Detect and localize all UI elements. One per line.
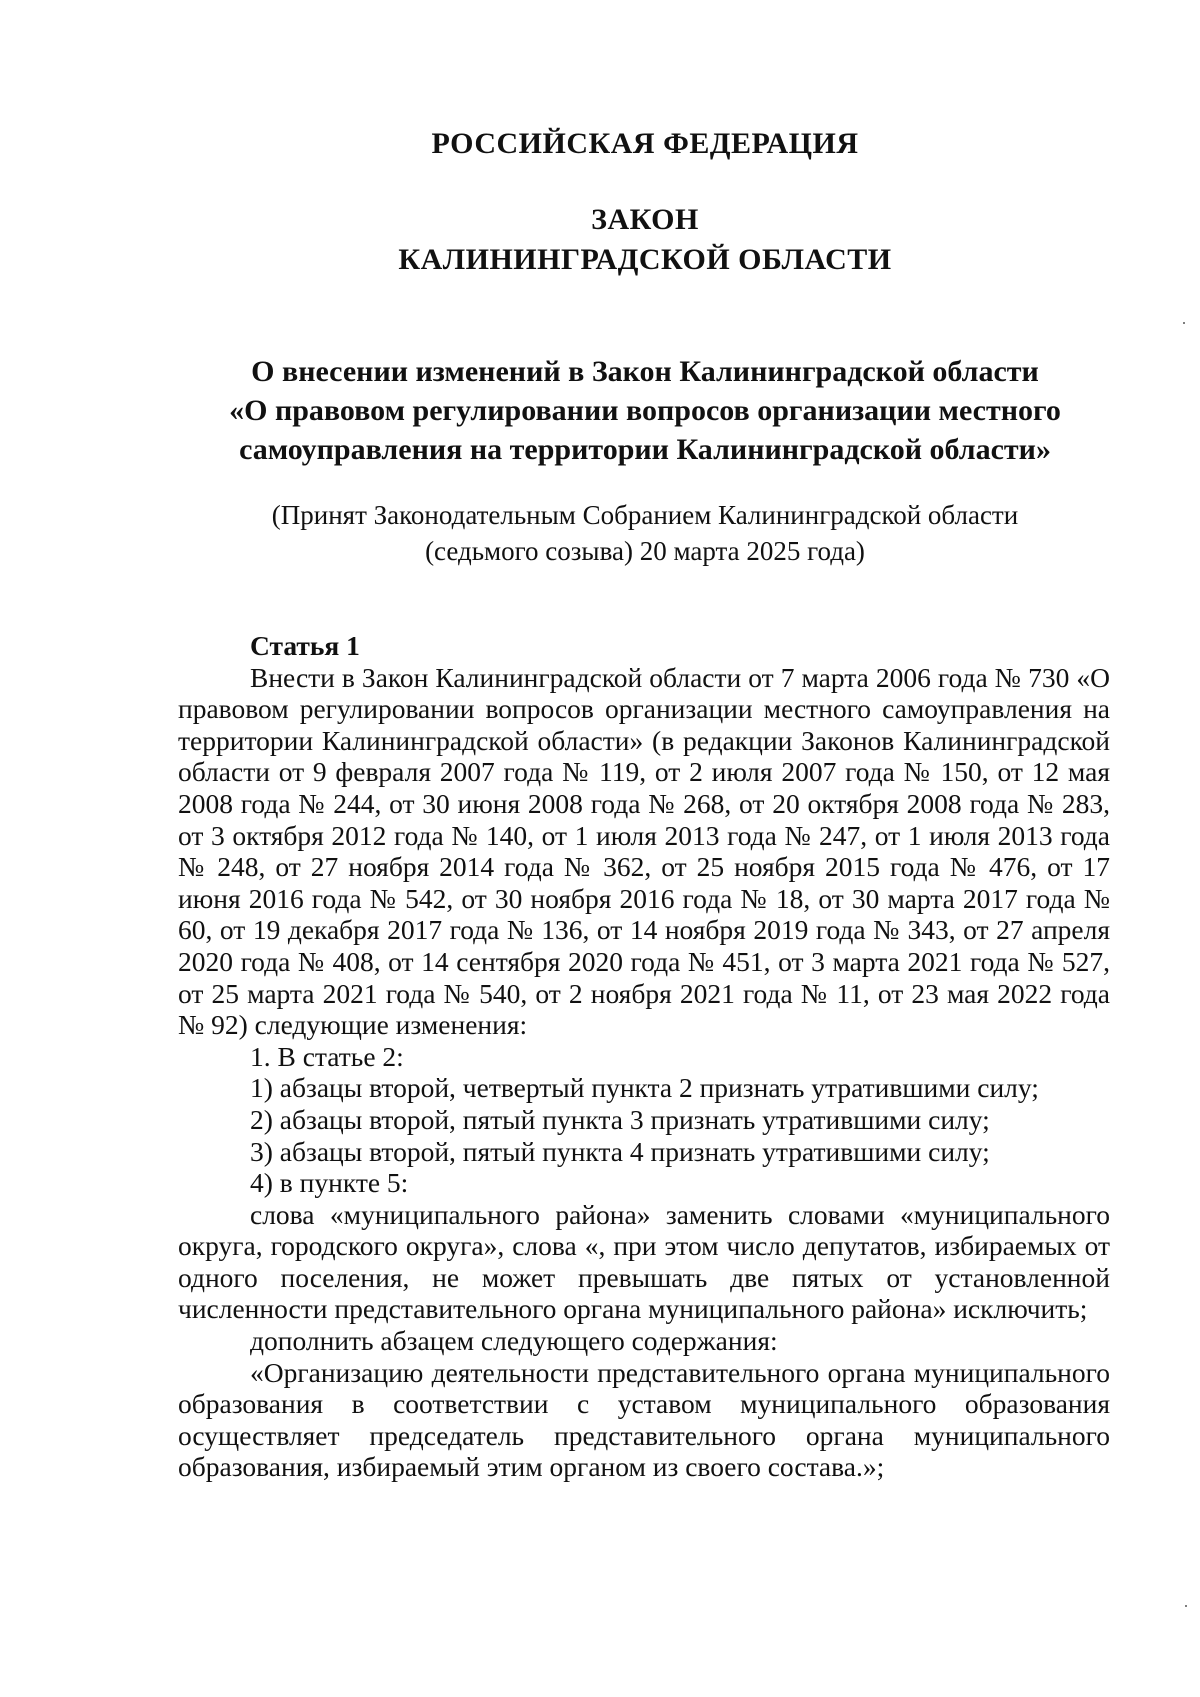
law-heading-line1: ЗАКОН xyxy=(591,203,699,236)
adoption-note xyxy=(175,497,1115,569)
subitem-2: 2) абзацы второй, пятый пункта 3 признать утратившими силу; xyxy=(250,1103,990,1135)
law-title xyxy=(175,352,1115,469)
scan-speck xyxy=(1185,1605,1187,1607)
adoption-note-line1: (Принят Законодательным Собранием Калининградской области xyxy=(271,500,1019,530)
law-heading-line2: КАЛИНИНГРАДСКОЙ ОБЛАСТИ xyxy=(398,243,892,276)
law-title-line1: О внесении изменений в Закон Калининградской области xyxy=(251,355,1039,388)
law-heading xyxy=(175,200,1115,280)
subitem-4: 4) в пункте 5: xyxy=(250,1167,409,1199)
item-1: 1. В статье 2: xyxy=(250,1040,404,1072)
adoption-note-line2: (седьмого созыва) 20 марта 2025 года) xyxy=(425,536,865,566)
article-intro-paragraph: Внести в Закон Калининградской области от 7 марта 2006 года № 730 «О правовом регулировании вопросов организации местного самоуправления на территории Калининградской области» (в редакции Законов Калининградской области от 9 февраля 2007 года № 119, от 2 июля 2007 года № 150, от 12 мая 2008 года № 244, от 30 июня 2008 года № 268, от 20 октября 2008 года № 283, от 3 октября 2012 года № 140, от 1 июля 2013 года № 247, от 1 июля 2013 года № 248, от 27 ноября 2014 года № 362, от 25 ноября 2015 года № 476, от 17 июня 2016 года № 542, от 30 ноября 2016 года № 18, от 30 марта 2017 года № 60, от 19 декабря 2017 года № 136, от 14 ноября 2019 года № 343, от 27 апреля 2020 года № 408, от 14 сентября 2020 года № 451, от 3 марта 2021 года № 527, от 25 марта 2021 года № 540, от 2 ноября 2021 года № 11, от 23 мая 2022 года № 92) следующие изменения: xyxy=(178,661,1110,1041)
country-heading xyxy=(175,124,1115,164)
law-title-line2: «О правовом регулировании вопросов организации местного xyxy=(229,394,1061,427)
supplement-text-paragraph: «Организацию деятельности представительного органа муниципального образования в соответствии с уставом муниципального образования осуществляет председатель представительного органа муниципального образования, избираемый этим органом из своего состава.»; xyxy=(178,1356,1110,1483)
subitem-1: 1) абзацы второй, четвертый пункта 2 признать утратившими силу; xyxy=(250,1072,1039,1104)
supplement-intro: дополнить абзацем следующего содержания: xyxy=(250,1325,778,1357)
replace-words-paragraph: слова «муниципального района» заменить словами «муниципального округа, городского округа», слова «, при этом число депутатов, избираемых от одного поселения, не может превышать две пятых от установленной численности представительного органа муниципального района» исключить; xyxy=(178,1198,1110,1325)
scan-speck xyxy=(1183,322,1185,324)
article-heading: Статья 1 xyxy=(250,630,360,661)
subitem-3: 3) абзацы второй, пятый пункта 4 признать утратившими силу; xyxy=(250,1135,990,1167)
article-body xyxy=(178,630,1110,1483)
country-heading-text: РОССИЙСКАЯ ФЕДЕРАЦИЯ xyxy=(431,127,859,160)
law-title-line3: самоуправления на территории Калининградской области» xyxy=(239,433,1051,466)
